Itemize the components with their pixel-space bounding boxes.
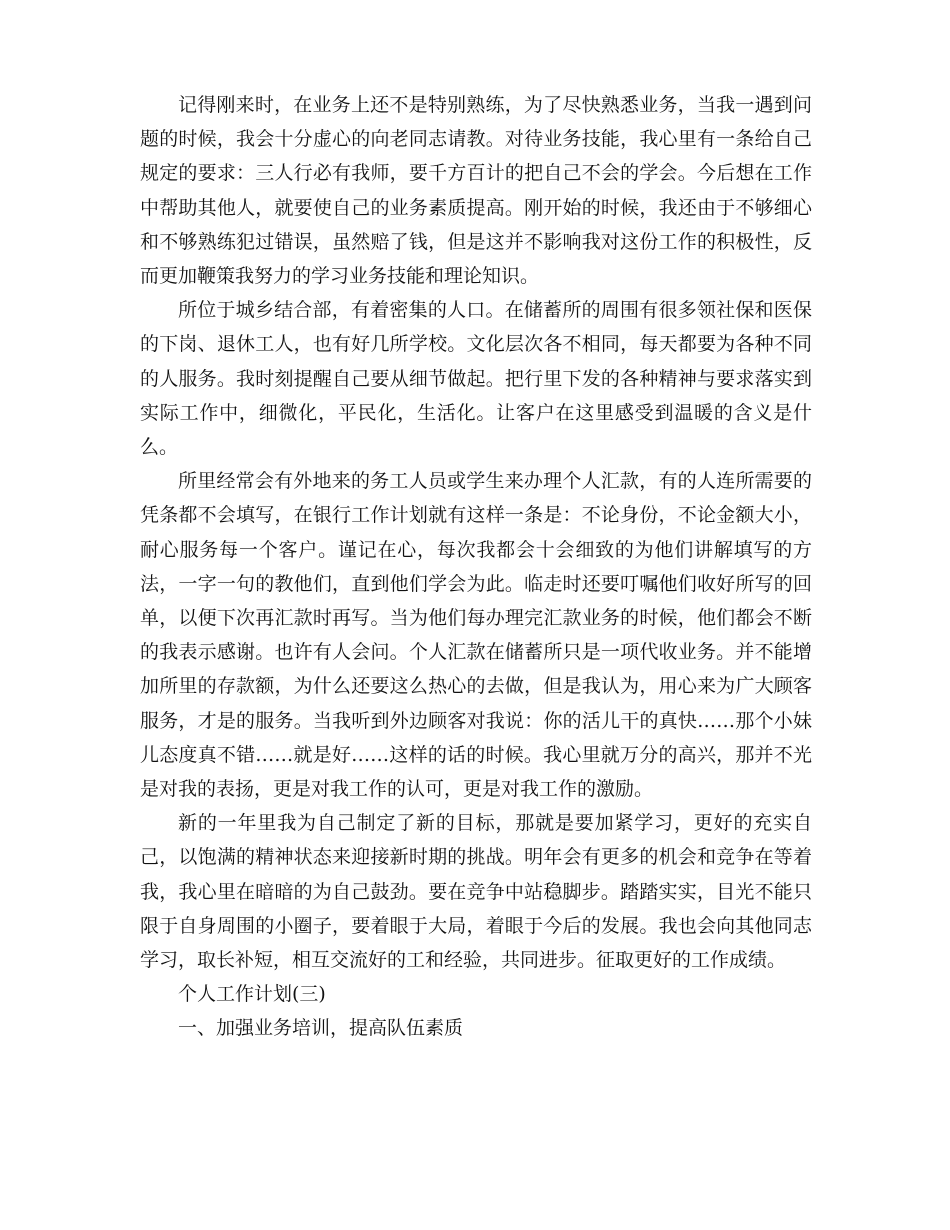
section-heading-training: 一、加强业务培训，提高队伍素质 (178, 1017, 464, 1040)
paragraph-customer-service: 所里经常会有外地来的务工人员或学生来办理个人汇款，有的人连所需要的凭条都不会填写，在银行工作计划就有这样一条是：不论身份，不论金额大小，耐心服务每一个客户。谨记在心，每次我都会十会细致的为他们讲解填写的方法，一字一句的教他们，直到他们学会为此。临走时还要叮嘱他们收好所写的回单，以便下次再汇款时再写。当为他们每办理完汇款业务的时候，他们都会不断的我表示感谢。也许有人会问。个人汇款在储蓄所只是一项代收业务。并不能增加所里的存款额，为什么还要这么热心的去做，但是我认为，用心来为广大顾客服务，才是的服务。当我听到外边顾客对我说：你的活儿干的真快……那个小妹儿态度真不错……就是好……这样的话的时候。我心里就万分的高兴，那并不光是对我的表扬，更是对我工作的认可，更是对我工作的激励。 (140, 470, 812, 801)
paragraph-work-learning: 记得刚来时，在业务上还不是特别熟练，为了尽快熟悉业务，当我一遇到问题的时候，我会十分虚心的向老同志请教。对待业务技能，我心里有一条给自己规定的要求：三人行必有我师，要千方百计的把自己不会的学会。今后想在工作中帮助其他人，就要使自己的业务素质提高。刚开始的时候，我还由于不够细心和不够熟练犯过错误，虽然赔了钱，但是这并不影响我对这份工作的积极性，反而更加鞭策我努力的学习业务技能和理论知识。 (140, 94, 812, 288)
section-title-plan-three: 个人工作计划(三) (178, 983, 326, 1006)
paragraph-new-year-goals: 新的一年里我为自己制定了新的目标，那就是要加紧学习，更好的充实自己，以饱满的精神状态来迎接新时期的挑战。明年会有更多的机会和竞争在等着我，我心里在暗暗的为自己鼓劲。要在竞争中站稳脚步。踏踏实实，目光不能只限于自身周围的小圈子，要着眼于大局，着眼于今后的发展。我也会向其他同志学习，取长补短，相互交流好的工和经验，共同进步。征取更好的工作成绩。 (140, 812, 812, 972)
paragraph-branch-location: 所位于城乡结合部，有着密集的人口。在储蓄所的周围有很多领社保和医保的下岗、退休工人，也有好几所学校。文化层次各不相同，每天都要为各种不同的人服务。我时刻提醒自己要从细节做起。把行里下发的各种精神与要求落实到实际工作中，细微化，平民化，生活化。让客户在这里感受到温暖的含义是什么。 (140, 299, 812, 459)
document-body (140, 88, 812, 1046)
